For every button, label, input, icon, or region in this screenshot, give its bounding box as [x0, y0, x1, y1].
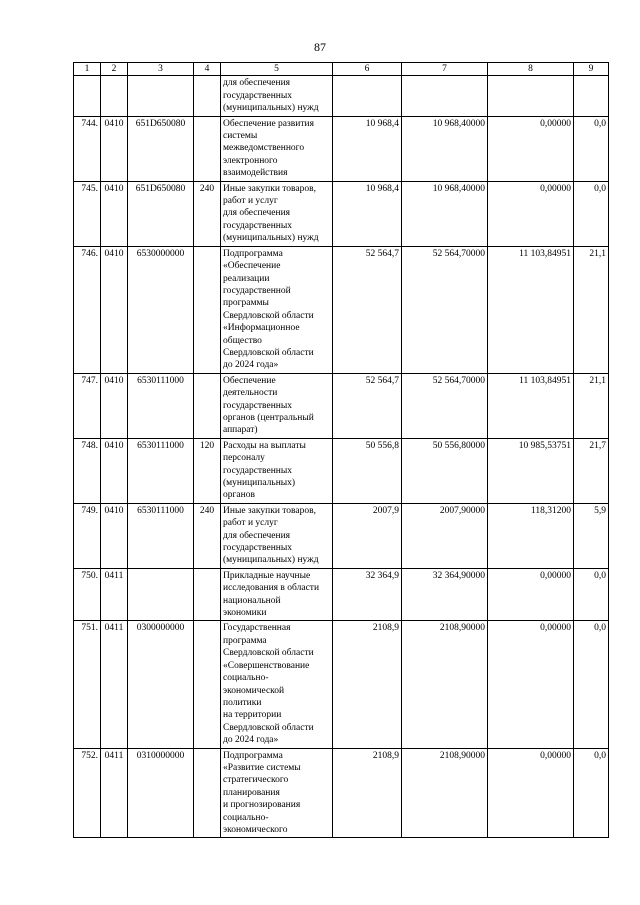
approved-amount [333, 76, 402, 116]
column-number: 5 [221, 63, 333, 76]
target-article-code: 651D650080 [128, 181, 194, 246]
row-number: 747. [74, 373, 101, 438]
plan-amount: 50 556,80000 [402, 438, 488, 503]
row-number: 751. [74, 621, 101, 748]
section-code: 0410 [101, 246, 128, 373]
execution-percent: 0,0 [574, 181, 609, 246]
table-row [74, 748, 609, 838]
target-article-code [128, 76, 194, 116]
table-row [74, 76, 609, 116]
section-code: 0411 [101, 748, 128, 838]
item-name: Расходы на выплаты персоналу государственных (муниципальных) органов [221, 438, 333, 503]
table-row [74, 116, 609, 181]
column-number: 1 [74, 63, 101, 76]
execution-percent: 5,9 [574, 503, 609, 568]
table-row [74, 568, 609, 621]
execution-percent: 21,7 [574, 438, 609, 503]
column-number: 7 [402, 63, 488, 76]
executed-amount: 0,00000 [488, 116, 574, 181]
budget-table [73, 62, 609, 838]
approved-amount: 2007,9 [333, 503, 402, 568]
target-article-code: 0300000000 [128, 621, 194, 748]
execution-percent: 0,0 [574, 748, 609, 838]
executed-amount [488, 76, 574, 116]
item-name: Прикладные научные исследования в области национальной экономики [221, 568, 333, 621]
approved-amount: 50 556,8 [333, 438, 402, 503]
expense-type-code [194, 116, 221, 181]
column-number: 6 [333, 63, 402, 76]
item-name: Иные закупки товаров, работ и услуг для обеспечения государственных (муниципальных) нужд [221, 503, 333, 568]
table-row [74, 246, 609, 373]
row-number: 746. [74, 246, 101, 373]
section-code: 0411 [101, 621, 128, 748]
table-row [74, 373, 609, 438]
executed-amount: 10 985,53751 [488, 438, 574, 503]
approved-amount: 52 564,7 [333, 373, 402, 438]
section-code: 0410 [101, 181, 128, 246]
executed-amount: 11 103,84951 [488, 373, 574, 438]
expense-type-code [194, 568, 221, 621]
column-number: 4 [194, 63, 221, 76]
page-number: 87 [314, 40, 326, 54]
section-code: 0410 [101, 116, 128, 181]
approved-amount: 10 968,4 [333, 181, 402, 246]
execution-percent: 0,0 [574, 621, 609, 748]
expense-type-code: 240 [194, 503, 221, 568]
row-number: 745. [74, 181, 101, 246]
item-name: Подпрограмма «Обеспечение реализации государственной программы Свердловской области «Информационное общество Свердловской области до 2024 года» [221, 246, 333, 373]
plan-amount: 52 564,70000 [402, 373, 488, 438]
plan-amount: 10 968,40000 [402, 181, 488, 246]
table-row [74, 503, 609, 568]
expense-type-code [194, 748, 221, 838]
column-number: 8 [488, 63, 574, 76]
row-number: 752. [74, 748, 101, 838]
executed-amount: 0,00000 [488, 748, 574, 838]
column-number-row [74, 63, 609, 76]
plan-amount: 10 968,40000 [402, 116, 488, 181]
approved-amount: 52 564,7 [333, 246, 402, 373]
target-article-code: 6530000000 [128, 246, 194, 373]
executed-amount: 11 103,84951 [488, 246, 574, 373]
executed-amount: 118,31200 [488, 503, 574, 568]
expense-type-code [194, 246, 221, 373]
plan-amount: 2108,90000 [402, 621, 488, 748]
target-article-code: 6530111000 [128, 438, 194, 503]
executed-amount: 0,00000 [488, 568, 574, 621]
item-name: Обеспечение деятельности государственных органов (центральный аппарат) [221, 373, 333, 438]
approved-amount: 32 364,9 [333, 568, 402, 621]
row-number: 744. [74, 116, 101, 181]
item-name: для обеспечения государственных (муниципальных) нужд [221, 76, 333, 116]
column-number: 2 [101, 63, 128, 76]
plan-amount: 32 364,90000 [402, 568, 488, 621]
section-code: 0410 [101, 503, 128, 568]
execution-percent [574, 76, 609, 116]
row-number: 750. [74, 568, 101, 621]
table-row [74, 438, 609, 503]
executed-amount: 0,00000 [488, 621, 574, 748]
execution-percent: 0,0 [574, 116, 609, 181]
row-number: 748. [74, 438, 101, 503]
item-name: Подпрограмма «Развитие системы стратегического планирования и прогнозирования социально- экономического [221, 748, 333, 838]
item-name: Государственная программа Свердловской области «Совершенствование социально- экономической политики на территории Свердловской области до 2024 года» [221, 621, 333, 748]
target-article-code: 651D650080 [128, 116, 194, 181]
executed-amount: 0,00000 [488, 181, 574, 246]
section-code: 0411 [101, 568, 128, 621]
section-code: 0410 [101, 438, 128, 503]
column-number: 3 [128, 63, 194, 76]
plan-amount [402, 76, 488, 116]
approved-amount: 10 968,4 [333, 116, 402, 181]
column-number: 9 [574, 63, 609, 76]
item-name: Иные закупки товаров, работ и услуг для обеспечения государственных (муниципальных) нужд [221, 181, 333, 246]
row-number [74, 76, 101, 116]
target-article-code [128, 568, 194, 621]
table-row [74, 621, 609, 748]
table-row [74, 181, 609, 246]
row-number: 749. [74, 503, 101, 568]
expense-type-code [194, 621, 221, 748]
section-code: 0410 [101, 373, 128, 438]
section-code [101, 76, 128, 116]
plan-amount: 52 564,70000 [402, 246, 488, 373]
plan-amount: 2007,90000 [402, 503, 488, 568]
plan-amount: 2108,90000 [402, 748, 488, 838]
target-article-code: 0310000000 [128, 748, 194, 838]
approved-amount: 2108,9 [333, 748, 402, 838]
approved-amount: 2108,9 [333, 621, 402, 748]
execution-percent: 0,0 [574, 568, 609, 621]
execution-percent: 21,1 [574, 373, 609, 438]
expense-type-code: 240 [194, 181, 221, 246]
target-article-code: 6530111000 [128, 373, 194, 438]
expense-type-code: 120 [194, 438, 221, 503]
expense-type-code [194, 373, 221, 438]
item-name: Обеспечение развития системы межведомственного электронного взаимодействия [221, 116, 333, 181]
expense-type-code [194, 76, 221, 116]
target-article-code: 6530111000 [128, 503, 194, 568]
execution-percent: 21,1 [574, 246, 609, 373]
